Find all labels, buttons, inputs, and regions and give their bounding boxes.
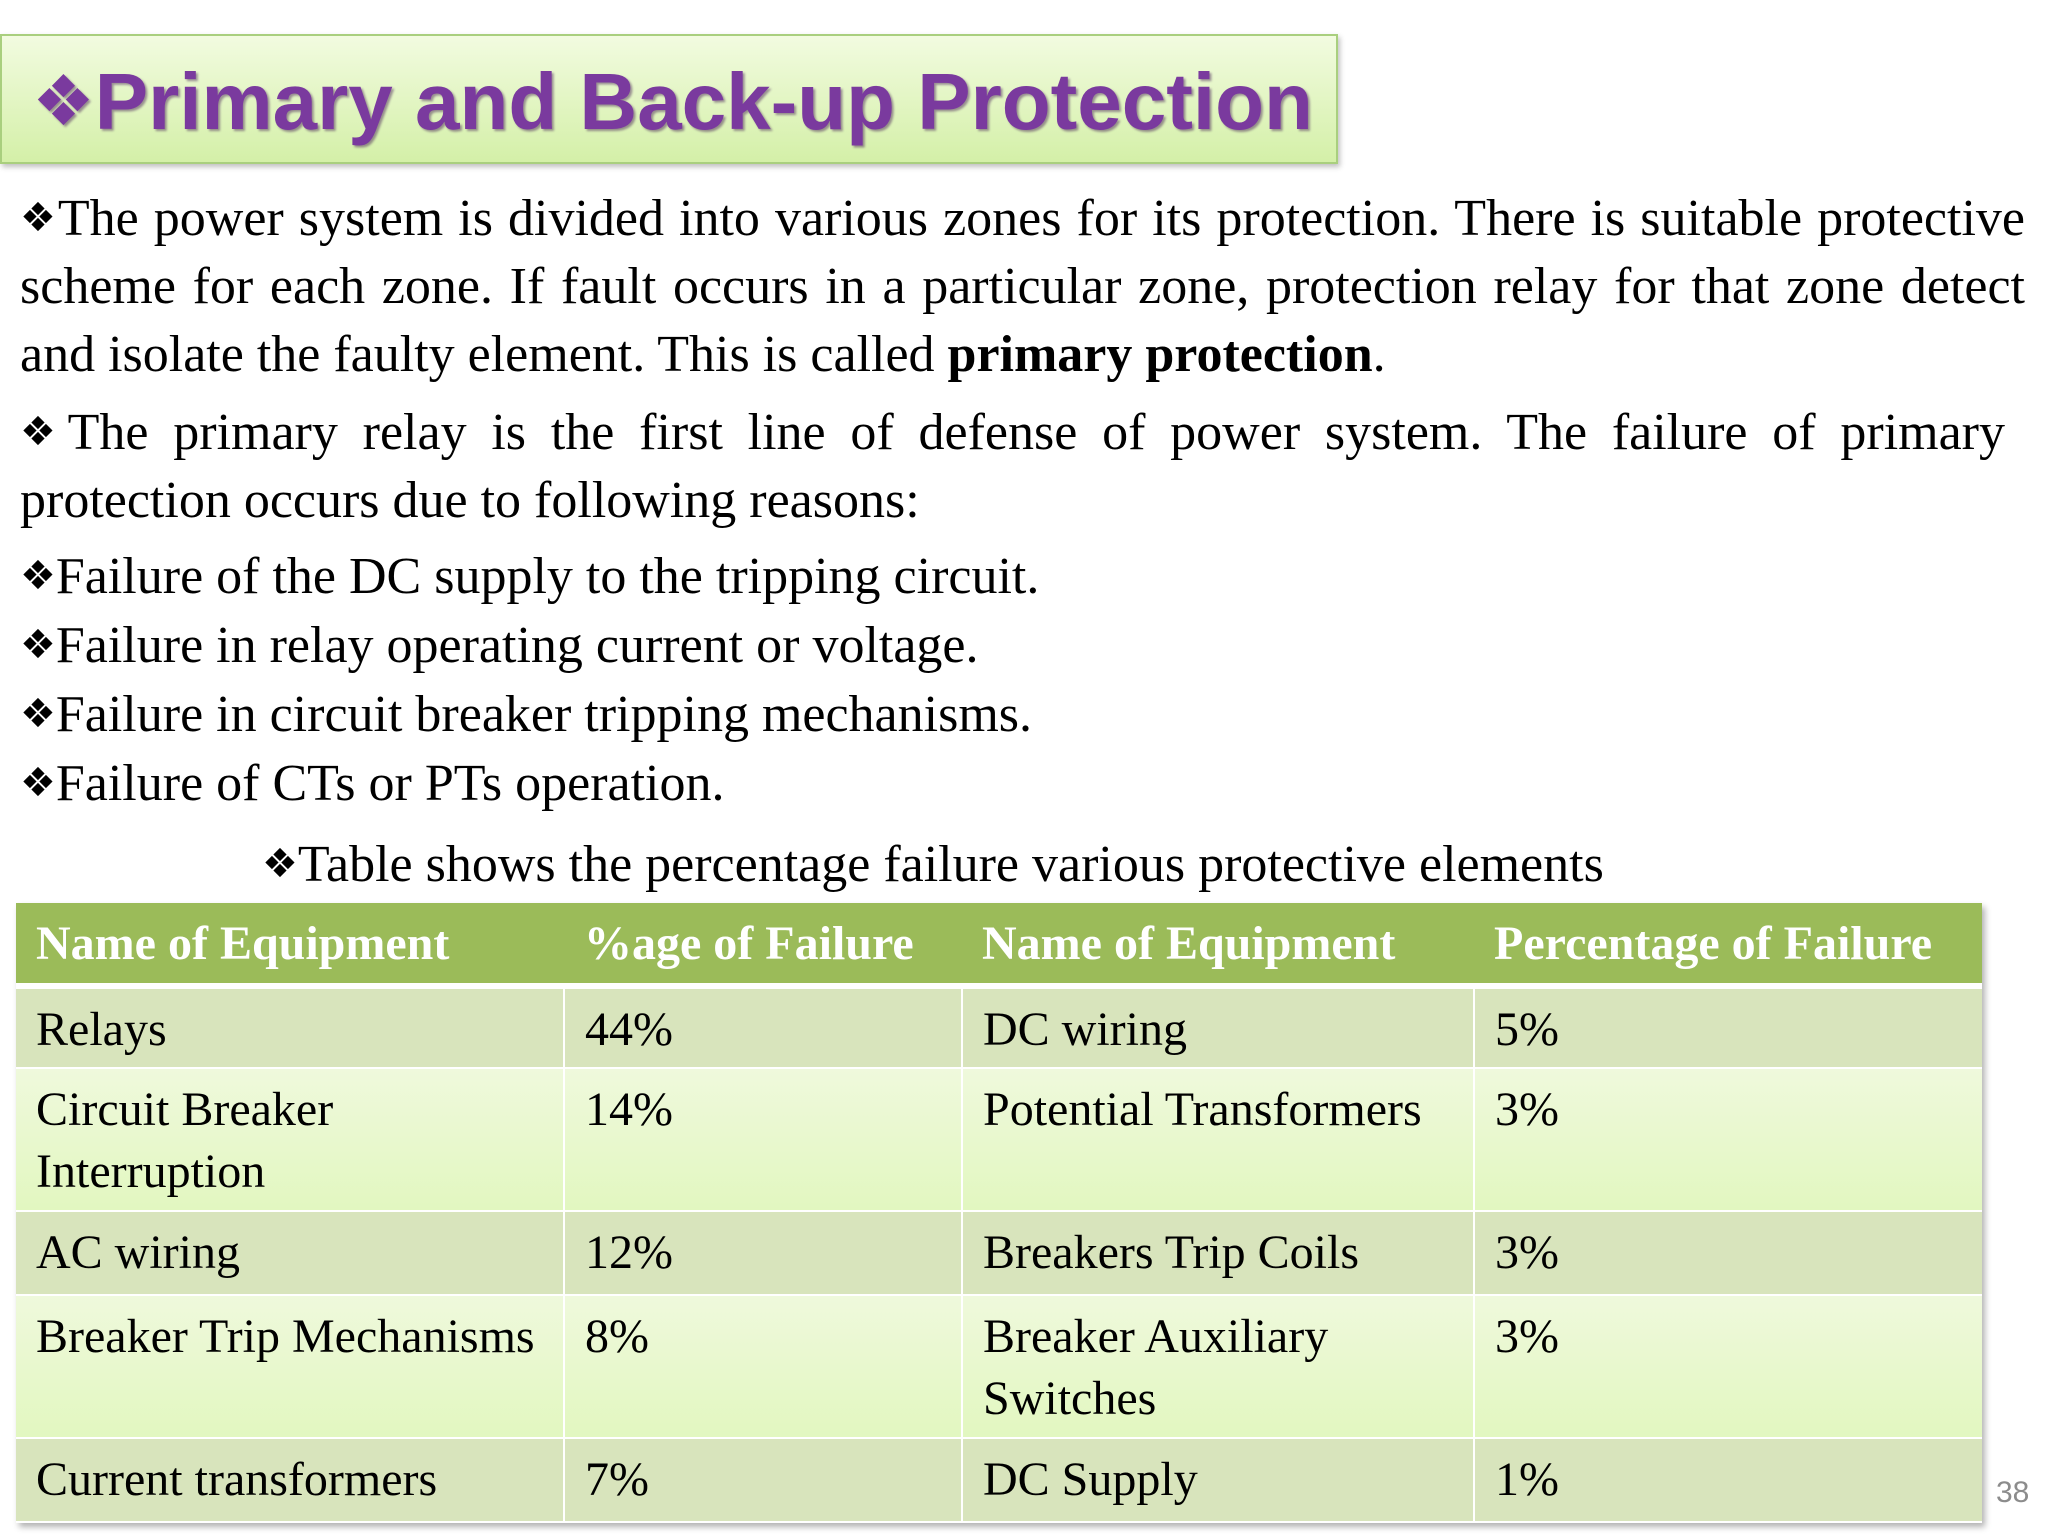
table-cell: Breaker Auxiliary Switches (962, 1295, 1474, 1438)
page-number: 38 (1996, 1476, 2030, 1509)
diamond-bullet-icon: ❖ (20, 195, 58, 241)
reason-text: Failure in circuit breaker tripping mechanisms. (55, 686, 1033, 743)
diamond-bullet-icon: ❖ (20, 409, 68, 455)
slide-title-box (0, 34, 1338, 164)
table-cell: 1% (1474, 1438, 1982, 1522)
reason-text: Failure of the DC supply to the tripping circuit. (55, 548, 1040, 605)
column-header: %age of Failure (564, 903, 962, 986)
table-cell: Potential Transformers (962, 1068, 1474, 1211)
reason-item (20, 611, 979, 680)
paragraph-zones (20, 184, 2025, 389)
diamond-bullet-icon: ❖ (20, 622, 56, 668)
table-cell: 5% (1474, 986, 1982, 1068)
slide-title-text: Primary and Back-up Protection (94, 57, 1313, 146)
table-cell: Breakers Trip Coils (962, 1211, 1474, 1295)
table-cell: 8% (564, 1295, 962, 1438)
paragraph-primary-relay (20, 398, 2005, 535)
table-cell: DC wiring (962, 986, 1474, 1068)
reason-item (20, 680, 1032, 749)
table-caption (262, 830, 1604, 899)
table-cell: Relays (16, 986, 564, 1068)
table-cell: 3% (1474, 1295, 1982, 1438)
failure-table (16, 903, 1982, 1523)
slide-title (32, 56, 1313, 147)
table-cell: Breaker Trip Mechanisms (16, 1295, 564, 1438)
table-cell: 44% (564, 986, 962, 1068)
table-header-row (16, 903, 1982, 986)
table-cell: 7% (564, 1438, 962, 1522)
primary-protection-term: primary protection (947, 326, 1373, 383)
column-header: Percentage of Failure (1474, 903, 1982, 986)
table-row (16, 1438, 1982, 1522)
paragraph-primary-relay-text: The primary relay is the first line of defense of power system. The failure of primary protection occurs due to following reasons: (20, 404, 2005, 529)
table-cell: Circuit Breaker Interruption (16, 1068, 564, 1211)
table-caption-text: Table shows the percentage failure various protective elements (297, 836, 1604, 893)
reason-text: Failure of CTs or PTs operation. (55, 755, 725, 812)
reason-item (20, 542, 1039, 611)
paragraph-zones-end: . (1372, 326, 1386, 383)
table-cell: Current transformers (16, 1438, 564, 1522)
table-cell: 12% (564, 1211, 962, 1295)
table-cell: 14% (564, 1068, 962, 1211)
table-cell: AC wiring (16, 1211, 564, 1295)
table-row (16, 1295, 1982, 1438)
table-cell: 3% (1474, 1068, 1982, 1211)
table-row (16, 1211, 1982, 1295)
diamond-bullet-icon: ❖ (262, 841, 298, 887)
diamond-bullet-icon: ❖ (20, 691, 56, 737)
paragraph-zones-text: The power system is divided into various zones for its protection. There is suitable protective scheme for each zone. If fault occurs in a particular zone, protection relay for that zone detect and isolate the faulty element. This is called (20, 190, 2025, 383)
table-row (16, 1068, 1982, 1211)
column-header: Name of Equipment (962, 903, 1474, 986)
table-row (16, 986, 1982, 1068)
diamond-bullet-icon: ❖ (20, 760, 56, 806)
diamond-bullet-icon: ❖ (32, 60, 95, 142)
diamond-bullet-icon: ❖ (20, 553, 56, 599)
reason-text: Failure in relay operating current or voltage. (55, 617, 979, 674)
table-cell: 3% (1474, 1211, 1982, 1295)
reason-item (20, 749, 725, 818)
table-cell: DC Supply (962, 1438, 1474, 1522)
column-header: Name of Equipment (16, 903, 564, 986)
